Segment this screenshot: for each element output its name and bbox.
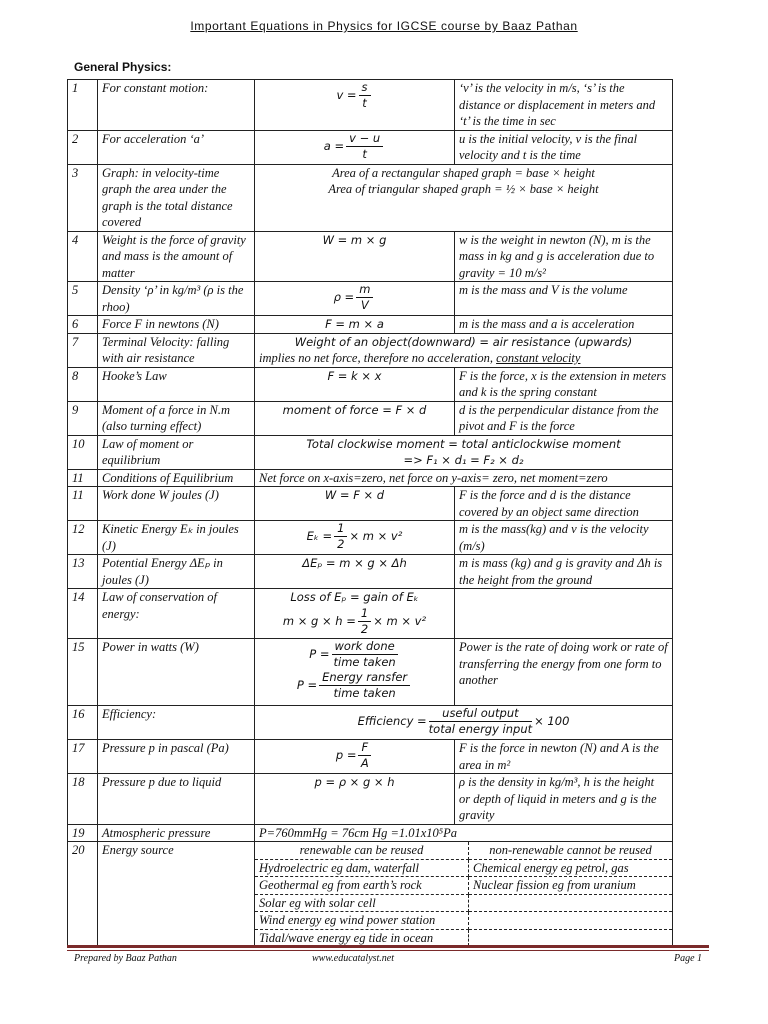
row-formula: Loss of Eₚ = gain of Eₖ m × g × h = $\frac{1}{2}$ × m × v² [255, 589, 455, 639]
row-formula: Net force on x-axis=zero, net force on y-axis= zero, net moment=zero [255, 469, 673, 487]
row-description: F is the force, x is the extension in meters and k is the spring constant [455, 367, 673, 401]
footer-rule-thin [67, 950, 709, 951]
row-description: F is the force and d is the distance covered by an object same direction [455, 487, 673, 521]
table-row [68, 774, 673, 825]
list-item: Hydroelectric eg dam, waterfall [255, 859, 469, 877]
row-topic: Kinetic Energy Eₖ in joules (J) [98, 521, 255, 555]
row-formula: P=760mmHg = 76cm Hg =1.01x10⁵Pa [255, 824, 673, 842]
row-formula: F = k × x [255, 367, 455, 401]
list-item: Geothermal eg from earth’s rock [255, 877, 469, 895]
table-row [68, 842, 673, 947]
row-topic: Hooke’s Law [98, 367, 255, 401]
list-item: Chemical energy eg petrol, gas [469, 859, 673, 877]
row-description: d is the perpendicular distance from the pivot and F is the force [455, 401, 673, 435]
row-number: 12 [68, 521, 98, 555]
row-number: 20 [68, 842, 98, 947]
row-number: 5 [68, 282, 98, 316]
row-formula: Weight of an object(downward) = air resistance (upwards) implies no net force, therefore no acceleration, constant velocity [255, 333, 673, 367]
table-row [68, 824, 673, 842]
table-row [68, 231, 673, 282]
energy-source-table [255, 842, 672, 946]
list-item [469, 894, 673, 912]
row-topic: Work done W joules (J) [98, 487, 255, 521]
row-number: 18 [68, 774, 98, 825]
row-topic: Law of conservation of energy: [98, 589, 255, 639]
list-item [469, 912, 673, 930]
table-row [68, 706, 673, 740]
row-number: 4 [68, 231, 98, 282]
row-formula: p = $\frac{F}{A}$ [255, 740, 455, 774]
table-row [68, 164, 673, 231]
row-description: m is the mass(kg) and v is the velocity (m/s) [455, 521, 673, 555]
row-formula: ρ = $\frac{m}{V}$ [255, 282, 455, 316]
row-topic: Graph: in velocity-time graph the area under the graph is the total distance covered [98, 164, 255, 231]
table-row [68, 487, 673, 521]
list-item: Nuclear fission eg from uranium [469, 877, 673, 895]
row-topic: Efficiency: [98, 706, 255, 740]
row-formula: Eₖ = $\frac{1}{2}$ × m × v² [255, 521, 455, 555]
list-item: Wind energy eg wind power station [255, 912, 469, 930]
row-number: 1 [68, 80, 98, 131]
row-number: 16 [68, 706, 98, 740]
row-formula: ΔEₚ = m × g × Δh [255, 555, 455, 589]
row-description: w is the weight in newton (N), m is the mass in kg and g is acceleration due to gravity = 10 m/s² [455, 231, 673, 282]
document-title: Important Equations in Physics for IGCSE course by Baaz Pathan [190, 19, 578, 33]
row-number: 13 [68, 555, 98, 589]
row-description: u is the initial velocity, v is the final velocity and t is the time [455, 130, 673, 164]
row-description: ρ is the density in kg/m³, h is the height or depth of liquid in meters and g is the gravity [455, 774, 673, 825]
row-number: 6 [68, 316, 98, 334]
table-row [68, 401, 673, 435]
footer-website: www.educatalyst.net [312, 953, 395, 964]
row-formula: moment of force = F × d [255, 401, 455, 435]
row-topic: Law of moment or equilibrium [98, 435, 255, 469]
row-topic: Potential Energy ΔEₚ in joules (J) [98, 555, 255, 589]
table-row [68, 130, 673, 164]
footer-author: Prepared by Baaz Pathan [74, 953, 177, 964]
energy-source-cell [255, 842, 673, 947]
row-topic: Moment of a force in N.m (also turning effect) [98, 401, 255, 435]
row-topic: Terminal Velocity: falling with air resistance [98, 333, 255, 367]
nonrenewable-header: non-renewable cannot be reused [469, 842, 673, 859]
table-row [68, 740, 673, 774]
row-topic: For acceleration ‘a’ [98, 130, 255, 164]
row-topic: Energy source [98, 842, 255, 947]
row-number: 11 [68, 469, 98, 487]
row-number: 3 [68, 164, 98, 231]
table-row [68, 282, 673, 316]
table-row [68, 521, 673, 555]
table-row [68, 367, 673, 401]
table-row [68, 435, 673, 469]
row-number: 7 [68, 333, 98, 367]
table-row [68, 316, 673, 334]
row-topic: Power in watts (W) [98, 639, 255, 706]
footer-page-number: Page 1 [674, 953, 703, 964]
list-item: Solar eg with solar cell [255, 894, 469, 912]
row-formula: W = m × g [255, 231, 455, 282]
row-formula: Total clockwise moment = total anticlockwise moment => F₁ × d₁ = F₂ × d₂ [255, 435, 673, 469]
row-number: 14 [68, 589, 98, 639]
row-topic: Force F in newtons (N) [98, 316, 255, 334]
footer-rule [67, 945, 709, 948]
row-formula: v = $\frac{s}{t}$ [255, 80, 455, 131]
row-formula: Efficiency = $\frac{\text{useful output}}{\text{total energy input}}$ × 100 [255, 706, 673, 740]
row-description: ‘v’ is the velocity in m/s, ‘s’ is the distance or displacement in meters and ‘t’ is the time in sec [455, 80, 673, 131]
row-topic: Pressure p in pascal (Pa) [98, 740, 255, 774]
row-description: m is mass (kg) and g is gravity and Δh is the height from the ground [455, 555, 673, 589]
list-item [469, 929, 673, 946]
row-formula: W = F × d [255, 487, 455, 521]
row-topic: Pressure p due to liquid [98, 774, 255, 825]
row-description: F is the force in newton (N) and A is the area in m² [455, 740, 673, 774]
row-topic: Conditions of Equilibrium [98, 469, 255, 487]
row-formula: P = $\frac{\text{work done}}{\text{time taken}}$ P = $\frac{\text{Energy ransfer}}{\text{time taken}}$ [255, 639, 455, 706]
table-row [68, 589, 673, 639]
row-number: 8 [68, 367, 98, 401]
row-number: 17 [68, 740, 98, 774]
row-description: m is the mass and a is acceleration [455, 316, 673, 334]
row-description: m is the mass and V is the volume [455, 282, 673, 316]
row-description [455, 589, 673, 639]
table-row [68, 555, 673, 589]
row-description: Power is the rate of doing work or rate of transferring the energy from one form to another [455, 639, 673, 706]
table-row [68, 469, 673, 487]
equations-table [67, 79, 673, 947]
row-number: 9 [68, 401, 98, 435]
section-heading: General Physics: [74, 60, 172, 74]
row-number: 19 [68, 824, 98, 842]
list-item: Tidal/wave energy eg tide in ocean [255, 929, 469, 946]
row-number: 15 [68, 639, 98, 706]
row-number: 11 [68, 487, 98, 521]
row-formula: Area of a rectangular shaped graph = base × height Area of triangular shaped graph = ½ × base × height [255, 164, 673, 231]
row-topic: Density ‘ρ’ in kg/m³ (ρ is the rhoo) [98, 282, 255, 316]
table-row [68, 333, 673, 367]
row-topic: For constant motion: [98, 80, 255, 131]
row-number: 2 [68, 130, 98, 164]
row-formula: p = ρ × g × h [255, 774, 455, 825]
table-row [68, 639, 673, 706]
row-topic: Weight is the force of gravity and mass is the amount of matter [98, 231, 255, 282]
row-number: 10 [68, 435, 98, 469]
renewable-header: renewable can be reused [255, 842, 469, 859]
row-formula: a = $\frac{v - u}{t}$ [255, 130, 455, 164]
table-row [68, 80, 673, 131]
row-topic: Atmospheric pressure [98, 824, 255, 842]
row-formula: F = m × a [255, 316, 455, 334]
